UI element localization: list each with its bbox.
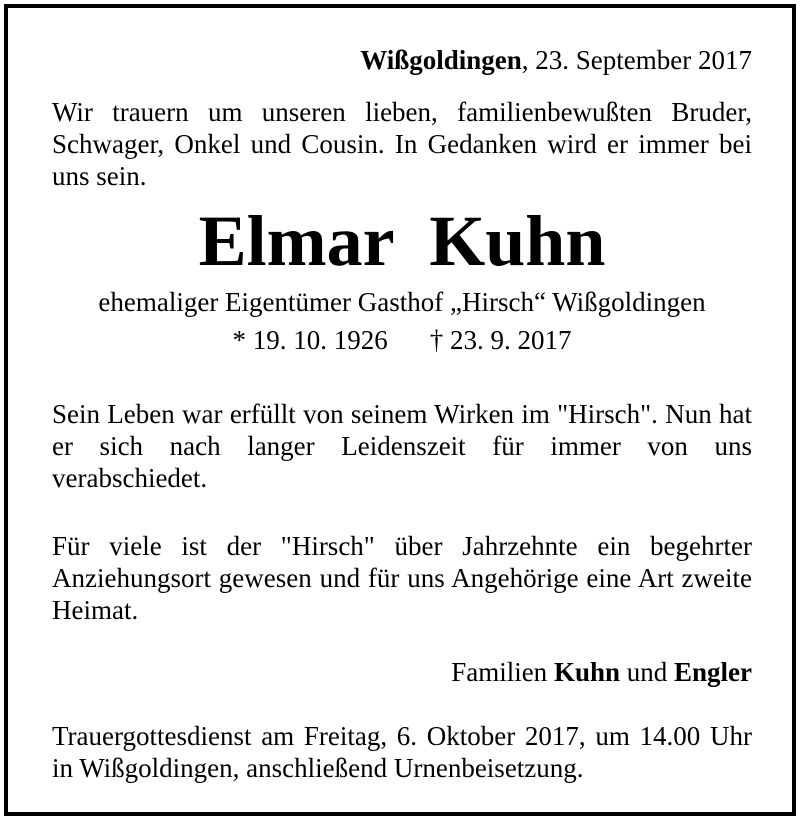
life-paragraph: Sein Leben war erfüllt von seinem Wirken im "Hirsch". Nun hat er sich nach langer Leidenszeit für immer von uns verabschiedet. <box>52 399 752 493</box>
hirsch-paragraph: Für viele ist der "Hirsch" über Jahrzehnte ein begehrter Anziehungsort gewesen und für uns Angehörige eine Art zweite Heimat. <box>52 531 752 625</box>
family-signature <box>52 656 752 688</box>
dateline-place: Wißgoldingen <box>360 45 522 75</box>
birth-date: * 19. 10. 1926 <box>232 325 388 355</box>
intro-paragraph: Wir trauern um unseren lieben, familienbewußten Bruder, Schwager, Onkel und Cousin. In Gedanken wird er immer bei uns sein. <box>52 97 752 191</box>
signature-conjunction: und <box>620 657 674 687</box>
deceased-title: ehemaliger Eigentümer Gasthof „Hirsch“ Wißgoldingen <box>98 287 706 317</box>
family-name-kuhn: Kuhn <box>553 657 620 687</box>
obituary-frame <box>4 4 796 816</box>
service-announcement: Trauergottesdienst am Freitag, 6. Oktober 2017, um 14.00 Uhr in Wißgoldingen, anschließend Urnenbeisetzung. <box>52 721 752 783</box>
life-dates <box>52 324 752 356</box>
death-date: † 23. 9. 2017 <box>429 325 572 355</box>
obituary-content <box>52 44 752 784</box>
family-name-engler: Engler <box>674 657 752 687</box>
deceased-name: Elmar Kuhn <box>198 201 606 281</box>
dateline <box>52 44 752 76</box>
signature-prefix: Familien <box>451 657 554 687</box>
dateline-date: , 23. September 2017 <box>521 45 752 75</box>
